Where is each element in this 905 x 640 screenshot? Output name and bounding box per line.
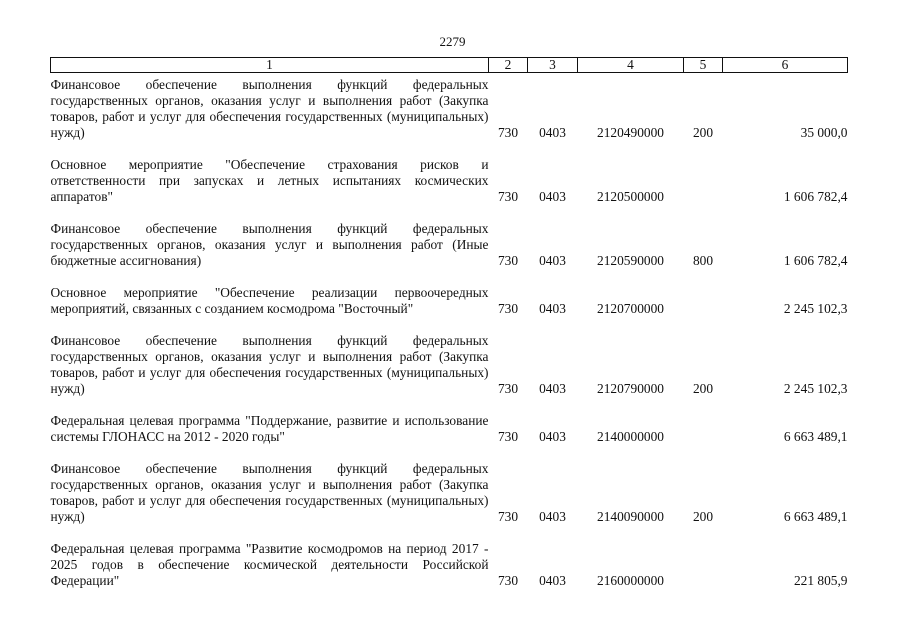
row-amount: 6 663 489,1: [783, 509, 848, 524]
table-row: [51, 541, 848, 605]
column-header-5: 5: [684, 58, 723, 73]
row-expense-type: [684, 541, 723, 605]
row-description: Федеральная целевая программа "Поддержание, развитие и использование системы ГЛОНАСС на 2012 - 2020 годы": [50, 413, 489, 444]
row-section-code: 0403: [539, 381, 566, 396]
row-description: Финансовое обеспечение выполнения функций федеральных государственных органов, оказания услуг и выполнения работ (Иные бюджетные ассигнования): [50, 221, 489, 268]
row-amount: 35 000,0: [800, 125, 848, 140]
table-row: [51, 221, 848, 285]
table-row: [51, 333, 848, 413]
row-amount: 6 663 489,1: [783, 429, 848, 444]
row-ministry-code: 730: [497, 301, 519, 316]
table-row: [51, 413, 848, 461]
row-amount: 2 245 102,3: [783, 301, 848, 316]
row-expense-type: 800: [692, 253, 714, 268]
row-target-article: 2140000000: [597, 429, 664, 444]
row-description: Основное мероприятие "Обеспечение реализации первоочередных мероприятий, связанных с созданием космодрома "Восточный": [50, 285, 489, 316]
row-ministry-code: 730: [497, 429, 519, 444]
column-header-row: [51, 58, 848, 73]
row-section-code: 0403: [539, 509, 566, 524]
budget-table: [50, 57, 848, 605]
column-header-6: 6: [723, 58, 848, 73]
row-description: Основное мероприятие "Обеспечение страхования рисков и ответственности при запусках и летных испытаниях космических аппаратов": [50, 157, 489, 204]
table-row: [51, 461, 848, 541]
row-ministry-code: 730: [497, 573, 519, 588]
row-section-code: 0403: [539, 253, 566, 268]
row-ministry-code: 730: [497, 125, 519, 140]
row-section-code: 0403: [539, 429, 566, 444]
row-target-article: 2120790000: [597, 381, 664, 396]
row-ministry-code: 730: [497, 509, 519, 524]
column-header-1: 1: [51, 58, 489, 73]
row-amount: 221 805,9: [793, 573, 848, 588]
row-description: Федеральная целевая программа "Развитие космодромов на период 2017 - 2025 годов в обеспечение космической деятельности Российской Федерации": [50, 541, 489, 588]
row-amount: 1 606 782,4: [783, 253, 848, 268]
row-expense-type: [684, 285, 723, 333]
row-section-code: 0403: [539, 125, 566, 140]
row-target-article: 2120590000: [597, 253, 664, 268]
table-row: [51, 285, 848, 333]
row-description: Финансовое обеспечение выполнения функций федеральных государственных органов, оказания услуг и выполнения работ (Закупка товаров, работ и услуг для обеспечения государственных (муниципальных) нужд): [50, 77, 489, 140]
row-expense-type: [684, 413, 723, 461]
row-expense-type: 200: [692, 125, 714, 140]
row-target-article: 2140090000: [597, 509, 664, 524]
row-ministry-code: 730: [497, 381, 519, 396]
row-description: Финансовое обеспечение выполнения функций федеральных государственных органов, оказания услуг и выполнения работ (Закупка товаров, работ и услуг для обеспечения государственных (муниципальных) нужд): [50, 461, 489, 524]
row-ministry-code: 730: [497, 253, 519, 268]
row-target-article: 2120490000: [597, 125, 664, 140]
row-expense-type: [684, 157, 723, 221]
row-description: Финансовое обеспечение выполнения функций федеральных государственных органов, оказания услуг и выполнения работ (Закупка товаров, работ и услуг для обеспечения государственных (муниципальных) нужд): [50, 333, 489, 396]
row-target-article: 2120500000: [597, 189, 664, 204]
row-section-code: 0403: [539, 573, 566, 588]
row-section-code: 0403: [539, 301, 566, 316]
table-row: [51, 73, 848, 158]
column-header-2: 2: [489, 58, 528, 73]
column-header-4: 4: [578, 58, 684, 73]
column-header-3: 3: [528, 58, 578, 73]
row-expense-type: 200: [692, 381, 714, 396]
row-expense-type: 200: [692, 509, 714, 524]
page-number: 2279: [439, 34, 466, 49]
row-amount: 1 606 782,4: [783, 189, 848, 204]
row-ministry-code: 730: [497, 189, 519, 204]
row-section-code: 0403: [539, 189, 566, 204]
row-target-article: 2160000000: [597, 573, 664, 588]
table-row: [51, 157, 848, 221]
row-target-article: 2120700000: [597, 301, 664, 316]
row-amount: 2 245 102,3: [783, 381, 848, 396]
